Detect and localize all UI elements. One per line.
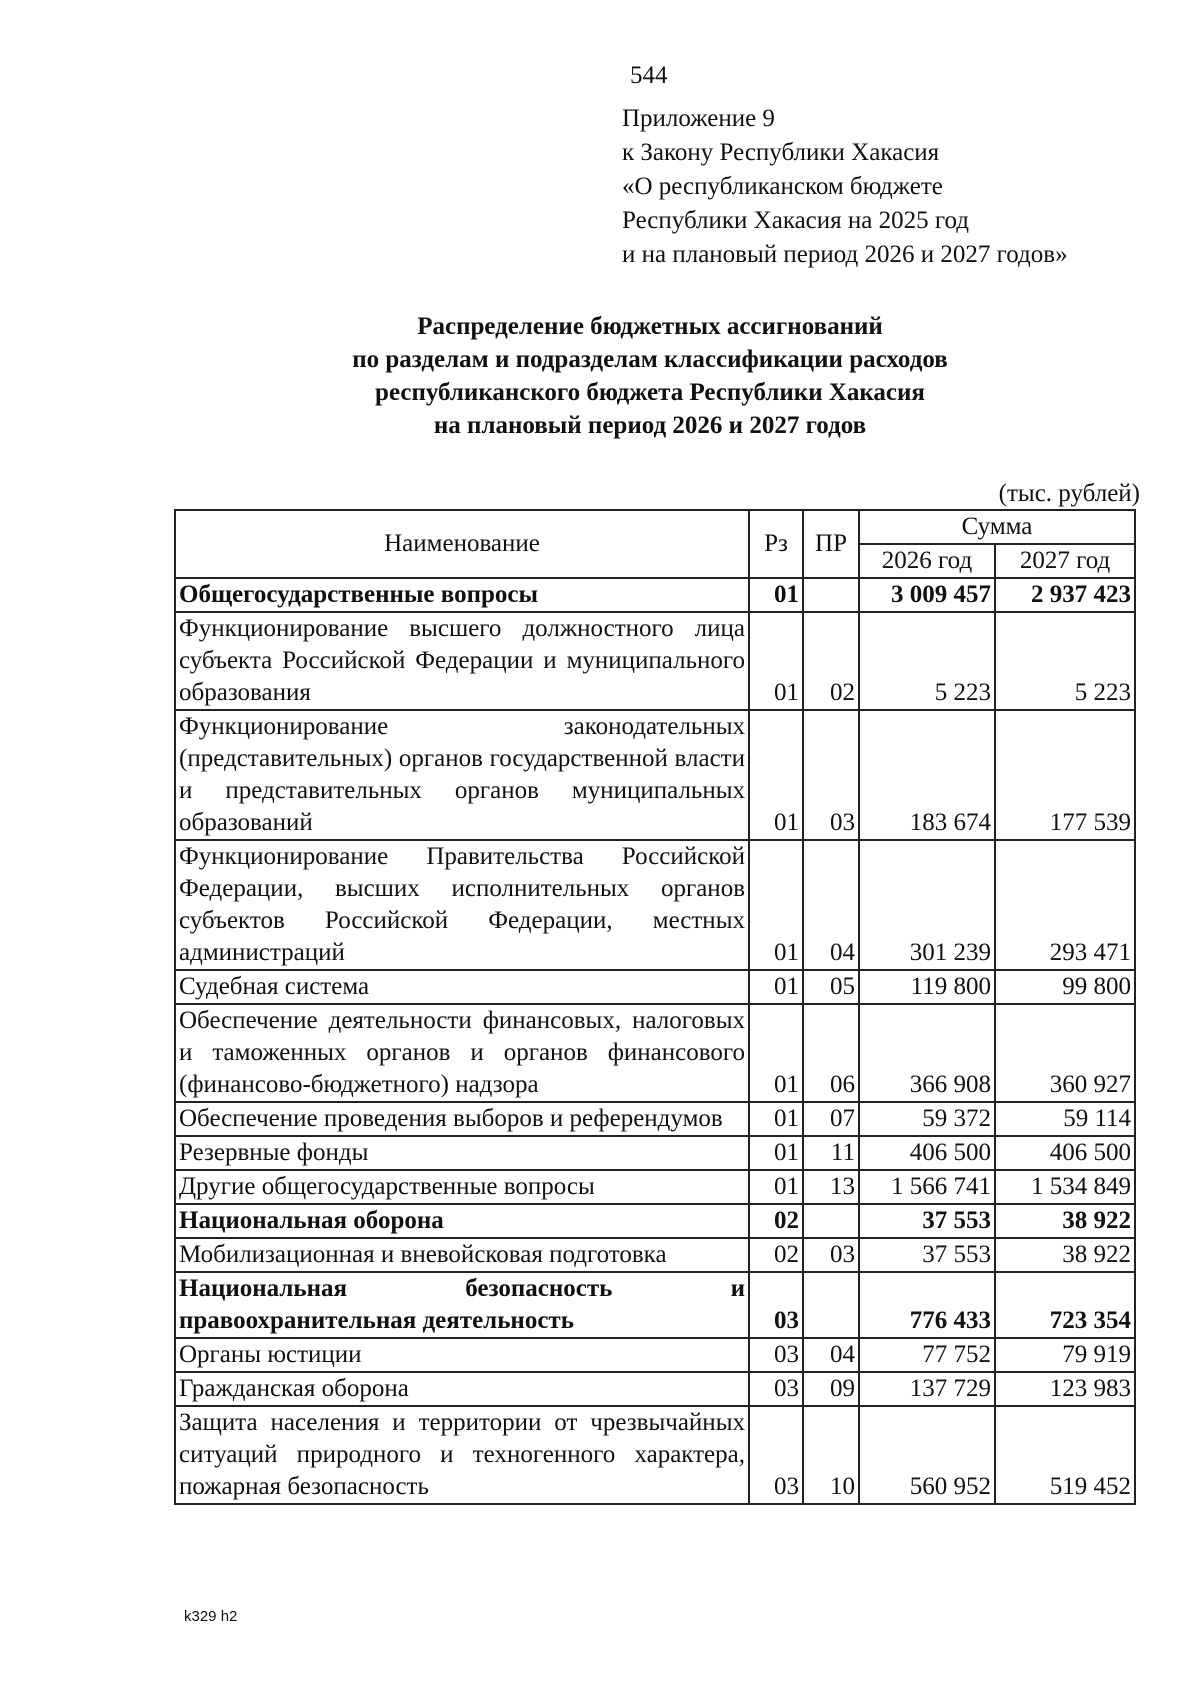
row-amount-2026: 119 800 <box>859 970 995 1004</box>
title-line: Распределение бюджетных ассигнований <box>417 313 883 340</box>
section-row <box>175 578 1135 612</box>
row-pr: 02 <box>803 612 859 710</box>
row-amount-2027: 5 223 <box>995 612 1135 710</box>
title-line: по разделам и подразделам классификации расходов <box>352 346 948 373</box>
row-amount-2026: 59 372 <box>859 1102 995 1136</box>
table-row <box>175 612 1135 710</box>
row-pr <box>803 1204 859 1238</box>
row-amount-2026: 406 500 <box>859 1136 995 1170</box>
row-pr: 04 <box>803 840 859 970</box>
row-amount-2027: 293 471 <box>995 840 1135 970</box>
row-rz: 01 <box>749 1102 803 1136</box>
page-number: 544 <box>630 62 668 89</box>
row-pr: 13 <box>803 1170 859 1204</box>
row-rz: 03 <box>749 1406 803 1504</box>
table-row <box>175 710 1135 840</box>
row-name: Защита населения и территории от чрезвычайных ситуаций природного и техногенного характера, пожарная безопасность <box>175 1406 749 1504</box>
row-name: Органы юстиции <box>175 1338 749 1372</box>
row-amount-2027: 38 922 <box>995 1238 1135 1272</box>
row-name: Функционирование высшего должностного лица субъекта Российской Федерации и муниципального образования <box>175 612 749 710</box>
row-amount-2027: 723 354 <box>995 1272 1135 1338</box>
table-row <box>175 1338 1135 1372</box>
table-row <box>175 1238 1135 1272</box>
row-pr: 11 <box>803 1136 859 1170</box>
row-pr: 07 <box>803 1102 859 1136</box>
row-name: Резервные фонды <box>175 1136 749 1170</box>
row-rz: 01 <box>749 1170 803 1204</box>
row-name: Мобилизационная и вневойсковая подготовка <box>175 1238 749 1272</box>
row-amount-2027: 177 539 <box>995 710 1135 840</box>
row-rz: 01 <box>749 1136 803 1170</box>
table-row <box>175 1406 1135 1504</box>
row-amount-2026: 776 433 <box>859 1272 995 1338</box>
row-amount-2026: 366 908 <box>859 1004 995 1102</box>
appendix-line: Республики Хакасия на 2025 год <box>622 207 970 234</box>
row-rz: 01 <box>749 970 803 1004</box>
row-rz: 01 <box>749 1004 803 1102</box>
row-pr: 03 <box>803 1238 859 1272</box>
row-name: Другие общегосударственные вопросы <box>175 1170 749 1204</box>
row-amount-2026: 183 674 <box>859 710 995 840</box>
table-row <box>175 840 1135 970</box>
row-amount-2027: 59 114 <box>995 1102 1135 1136</box>
appendix-line: и на плановый период 2026 и 2027 годов» <box>622 241 1068 268</box>
row-amount-2026: 77 752 <box>859 1338 995 1372</box>
footer-code: k329 h2 <box>184 1608 238 1625</box>
row-amount-2026: 3 009 457 <box>859 578 995 612</box>
row-rz: 01 <box>749 710 803 840</box>
appendix-line: к Закону Республики Хакасия <box>622 139 940 166</box>
row-name: Функционирование Правительства Российской Федерации, высших исполнительных органов субъектов Российской Федерации, местных администраций <box>175 840 749 970</box>
section-row <box>175 1204 1135 1238</box>
row-rz: 02 <box>749 1238 803 1272</box>
row-amount-2027: 38 922 <box>995 1204 1135 1238</box>
table-row <box>175 1102 1135 1136</box>
header-sum: Сумма <box>859 510 1135 544</box>
row-pr: 05 <box>803 970 859 1004</box>
row-amount-2026: 560 952 <box>859 1406 995 1504</box>
row-name: Судебная система <box>175 970 749 1004</box>
title-line: республиканского бюджета Республики Хакасия <box>375 379 925 406</box>
header-pr: ПР <box>803 510 859 578</box>
section-row <box>175 1272 1135 1338</box>
row-amount-2026: 301 239 <box>859 840 995 970</box>
row-name: Функционирование законодательных (представительных) органов государственной власти и представительных органов муниципальных образований <box>175 710 749 840</box>
row-rz: 03 <box>749 1272 803 1338</box>
row-pr: 04 <box>803 1338 859 1372</box>
row-amount-2027: 360 927 <box>995 1004 1135 1102</box>
row-name: Национальная безопасность и правоохранительная деятельность <box>175 1272 749 1338</box>
row-name: Общегосударственные вопросы <box>175 578 749 612</box>
row-amount-2026: 5 223 <box>859 612 995 710</box>
row-pr <box>803 1272 859 1338</box>
row-name: Обеспечение проведения выборов и референдумов <box>175 1102 749 1136</box>
document-title <box>200 310 1100 442</box>
units-label: (тыс. рублей) <box>998 480 1140 507</box>
row-amount-2027: 79 919 <box>995 1338 1135 1372</box>
appendix-header <box>622 102 1068 272</box>
row-name: Обеспечение деятельности финансовых, налоговых и таможенных органов и органов финансового (финансово-бюджетного) надзора <box>175 1004 749 1102</box>
row-pr: 10 <box>803 1406 859 1504</box>
table-row <box>175 970 1135 1004</box>
row-rz: 01 <box>749 612 803 710</box>
header-year-2027: 2027 год <box>995 544 1135 578</box>
row-name: Гражданская оборона <box>175 1372 749 1406</box>
row-pr: 06 <box>803 1004 859 1102</box>
row-rz: 01 <box>749 840 803 970</box>
row-amount-2027: 406 500 <box>995 1136 1135 1170</box>
row-amount-2026: 137 729 <box>859 1372 995 1406</box>
table-row <box>175 1136 1135 1170</box>
table-row <box>175 1372 1135 1406</box>
row-amount-2027: 1 534 849 <box>995 1170 1135 1204</box>
row-name: Национальная оборона <box>175 1204 749 1238</box>
row-amount-2027: 519 452 <box>995 1406 1135 1504</box>
appendix-line: Приложение 9 <box>622 105 775 132</box>
table-body <box>175 578 1135 1504</box>
header-name: Наименование <box>175 510 749 578</box>
row-amount-2026: 37 553 <box>859 1238 995 1272</box>
row-amount-2027: 99 800 <box>995 970 1135 1004</box>
appendix-line: «О республиканском бюджете <box>622 173 943 200</box>
header-year-2026: 2026 год <box>859 544 995 578</box>
table-row <box>175 1170 1135 1204</box>
budget-table <box>174 509 1136 1505</box>
row-amount-2027: 2 937 423 <box>995 578 1135 612</box>
row-pr: 09 <box>803 1372 859 1406</box>
row-pr: 03 <box>803 710 859 840</box>
row-rz: 03 <box>749 1338 803 1372</box>
row-pr <box>803 578 859 612</box>
row-amount-2026: 37 553 <box>859 1204 995 1238</box>
row-rz: 03 <box>749 1372 803 1406</box>
header-rz: Рз <box>749 510 803 578</box>
row-amount-2027: 123 983 <box>995 1372 1135 1406</box>
row-rz: 01 <box>749 578 803 612</box>
table-row <box>175 1004 1135 1102</box>
row-amount-2026: 1 566 741 <box>859 1170 995 1204</box>
title-line: на плановый период 2026 и 2027 годов <box>433 412 867 439</box>
row-rz: 02 <box>749 1204 803 1238</box>
